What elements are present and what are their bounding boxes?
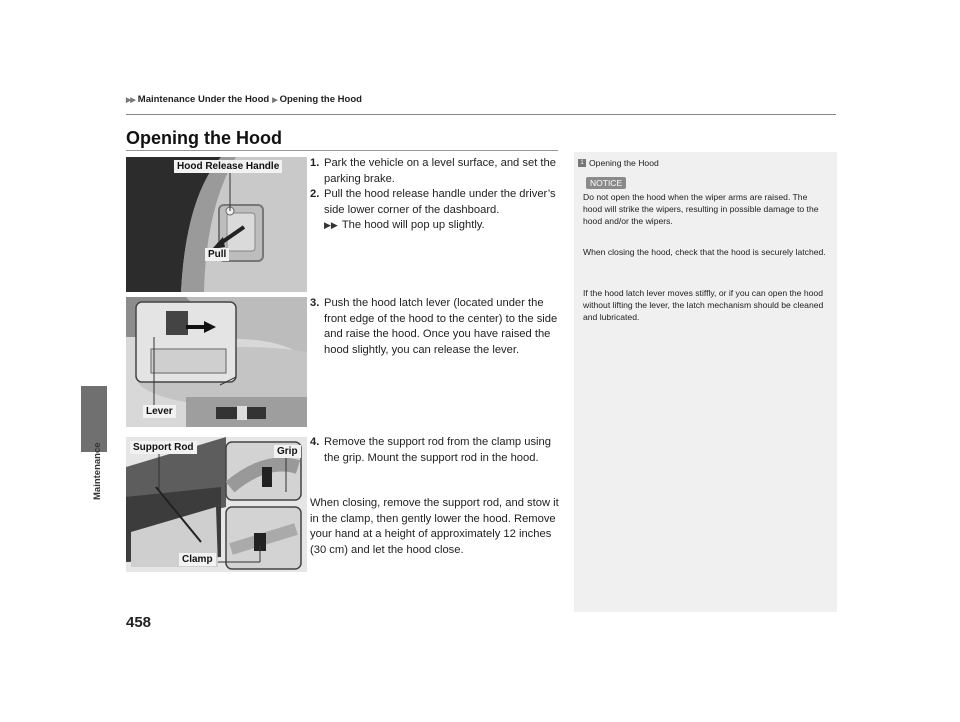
breadcrumb (126, 94, 362, 105)
step-3-text: Push the hood latch lever (located under the front edge of the hood to the center) to the side and raise the hood. Once you have raised the hood slightly, you can release the lever. (324, 297, 558, 356)
clamp-label: Clamp (179, 553, 216, 566)
note-ref-icon: 1 (578, 159, 586, 167)
breadcrumb-current: Opening the Hood (279, 94, 362, 105)
lever-label: Lever (143, 405, 176, 418)
breadcrumb-parent[interactable]: Maintenance Under the Hood (137, 94, 270, 105)
note-title: 1 Opening the Hood (578, 158, 659, 168)
step-4-text: Remove the support rod from the clamp using the grip. Mount the support rod in the hood. (324, 436, 551, 464)
step-2-result: ▶▶ The hood will pop up slightly. (324, 219, 485, 231)
step-4: 4. Remove the support rod from the clamp using the grip. Mount the support rod in the hood. (310, 435, 560, 466)
step-1: 1. Park the vehicle on a level surface, and set the parking brake. (310, 156, 560, 187)
page-number: 458 (126, 614, 152, 631)
arrow-icon: ▶ (272, 96, 277, 104)
page-title: Opening the Hood (126, 128, 282, 148)
note-paragraph-2: When closing the hood, check that the hood is securely latched. (583, 247, 826, 257)
note-paragraph-3: If the hood latch lever moves stiffly, or if you can open the hood without lifting the lever, the latch mechanism should be cleaned and lubricated. (583, 288, 824, 322)
step-1-text: Park the vehicle on a level surface, and set the parking brake. (324, 157, 556, 185)
hood-release-handle-label: Hood Release Handle (174, 160, 282, 173)
result-arrow-icon: ▶▶ (324, 220, 338, 230)
header-divider (126, 114, 836, 115)
title-divider (126, 150, 558, 151)
note-paragraph-1: Do not open the hood when the wiper arms are raised. The hood will strike the wipers, resulting in possible damage to the hood and/or the wipers. (583, 192, 819, 226)
double-arrow-icon: ▶▶ (126, 96, 135, 104)
closing-text: When closing, remove the support rod, and stow it in the clamp, then gently lower the hood. Remove your hand at a height of approximately 12 inches (30 cm) and let the hood close. (310, 497, 559, 556)
grip-label: Grip (274, 445, 301, 458)
step-2-text: Pull the hood release handle under the driver’s side lower corner of the dashboard. (324, 188, 556, 216)
step-3: 3. Push the hood latch lever (located under the front edge of the hood to the center) to the side and raise the hood. Once you have raised the hood slightly, you can release the lever. (310, 296, 560, 358)
pull-label: Pull (205, 248, 229, 261)
section-tab-label: Maintenance (92, 442, 103, 500)
support-rod-label: Support Rod (130, 441, 197, 454)
notice-badge: NOTICE (586, 177, 626, 189)
hood-release-handle-photo (126, 157, 307, 292)
step-2: 2. Pull the hood release handle under the driver’s side lower corner of the dashboard. ▶▶ The hood will pop up slightly. (310, 187, 560, 234)
